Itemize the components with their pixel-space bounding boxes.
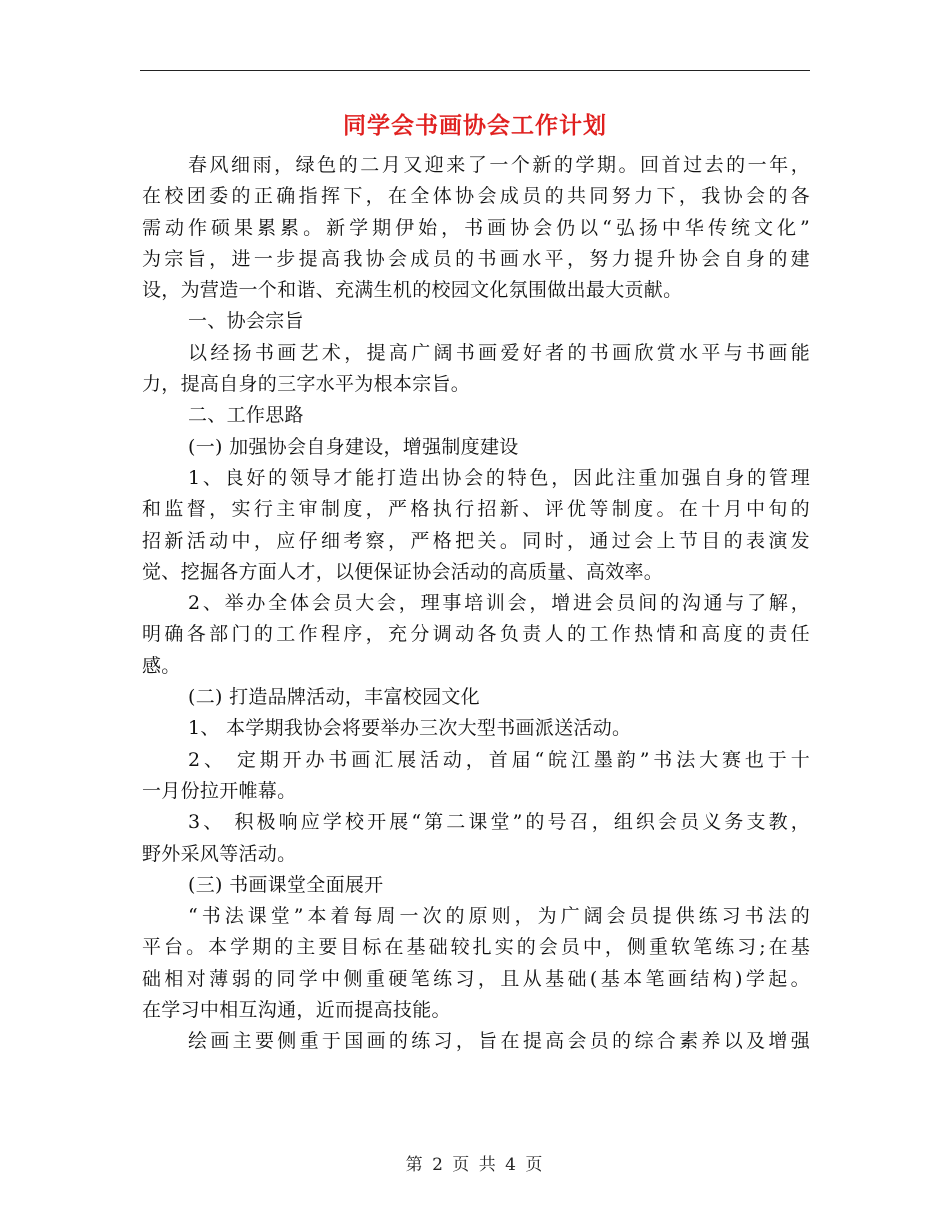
document-body — [142, 150, 810, 1058]
body-line: 在校团委的正确指挥下，在全体协会成员的共同努力下，我协会的各 — [142, 185, 810, 208]
body-line: 平台。本学期的主要目标在基础较扎实的会员中，侧重软笔练习;在基 — [142, 936, 810, 959]
body-line: 力，提高自身的三字水平为根本宗旨。 — [142, 373, 471, 396]
body-line: 明确各部门的工作程序，充分调动各负责人的工作热情和高度的责任 — [142, 623, 810, 646]
body-line: 绘画主要侧重于国画的练习，旨在提高会员的综合素养以及增强 — [188, 1030, 810, 1053]
body-line: 二、工作思路 — [188, 404, 304, 427]
body-line: 春风细雨，绿色的二月又迎来了一个新的学期。回首过去的一年， — [188, 154, 810, 176]
body-line: 需动作硕果累累。新学期伊始，书画协会仍以“弘扬中华传统文化” — [142, 216, 810, 239]
body-line: 2、 定期开办书画汇展活动，首届“皖江墨韵”书法大赛也于十 — [188, 748, 810, 771]
body-line: 设，为营造一个和谐、充满生机的校园文化氛围做出最大贡献。 — [142, 279, 683, 302]
body-line: 1、 本学期我协会将要举办三次大型书画派送活动。 — [188, 717, 632, 740]
body-line: 觉、挖掘各方面人才，以便保证协会活动的高质量、高效率。 — [142, 560, 664, 583]
body-line: “书法课堂”本着每周一次的原则，为广阔会员提供练习书法的 — [188, 905, 810, 928]
body-line: 招新活动中，应仔细考察，严格把关。同时，通过会上节目的表演发 — [142, 529, 810, 552]
body-line: 3、 积极响应学校开展“第二课堂”的号召，组织会员义务支教， — [188, 811, 810, 834]
body-line: 1、良好的领导才能打造出协会的特色，因此注重加强自身的管理 — [188, 466, 810, 489]
body-line: 础相对薄弱的同学中侧重硬笔练习，且从基础(基本笔画结构)学起。 — [142, 967, 810, 990]
body-line: 野外采风等活动。 — [142, 842, 297, 865]
body-line: 一、协会宗旨 — [188, 310, 304, 333]
body-line: 2、举办全体会员大会，理事培训会，增进会员间的沟通与了解， — [188, 592, 810, 615]
document-title: 同学会书画协会工作计划 — [343, 112, 607, 139]
body-line: (一) 加强协会自身建设，增强制度建设 — [188, 435, 519, 458]
body-line: 和监督，实行主审制度，严格执行招新、评优等制度。在十月中旬的 — [142, 498, 810, 521]
body-line: (三) 书画课堂全面展开 — [188, 873, 384, 896]
body-line: (二) 打造品牌活动，丰富校园文化 — [188, 686, 480, 709]
body-line: 在学习中相互沟通，近而提高技能。 — [142, 999, 451, 1022]
body-line: 一月份拉开帷幕。 — [142, 779, 297, 802]
body-line: 为宗旨，进一步提高我协会成员的书画水平，努力提升协会自身的建 — [142, 247, 810, 270]
header-rule — [140, 70, 810, 71]
page-number: 第 2 页 共 4 页 — [405, 1155, 545, 1175]
body-line: 以经扬书画艺术，提高广阔书画爱好者的书画欣赏水平与书画能 — [188, 341, 810, 364]
body-line: 感。 — [142, 654, 181, 677]
